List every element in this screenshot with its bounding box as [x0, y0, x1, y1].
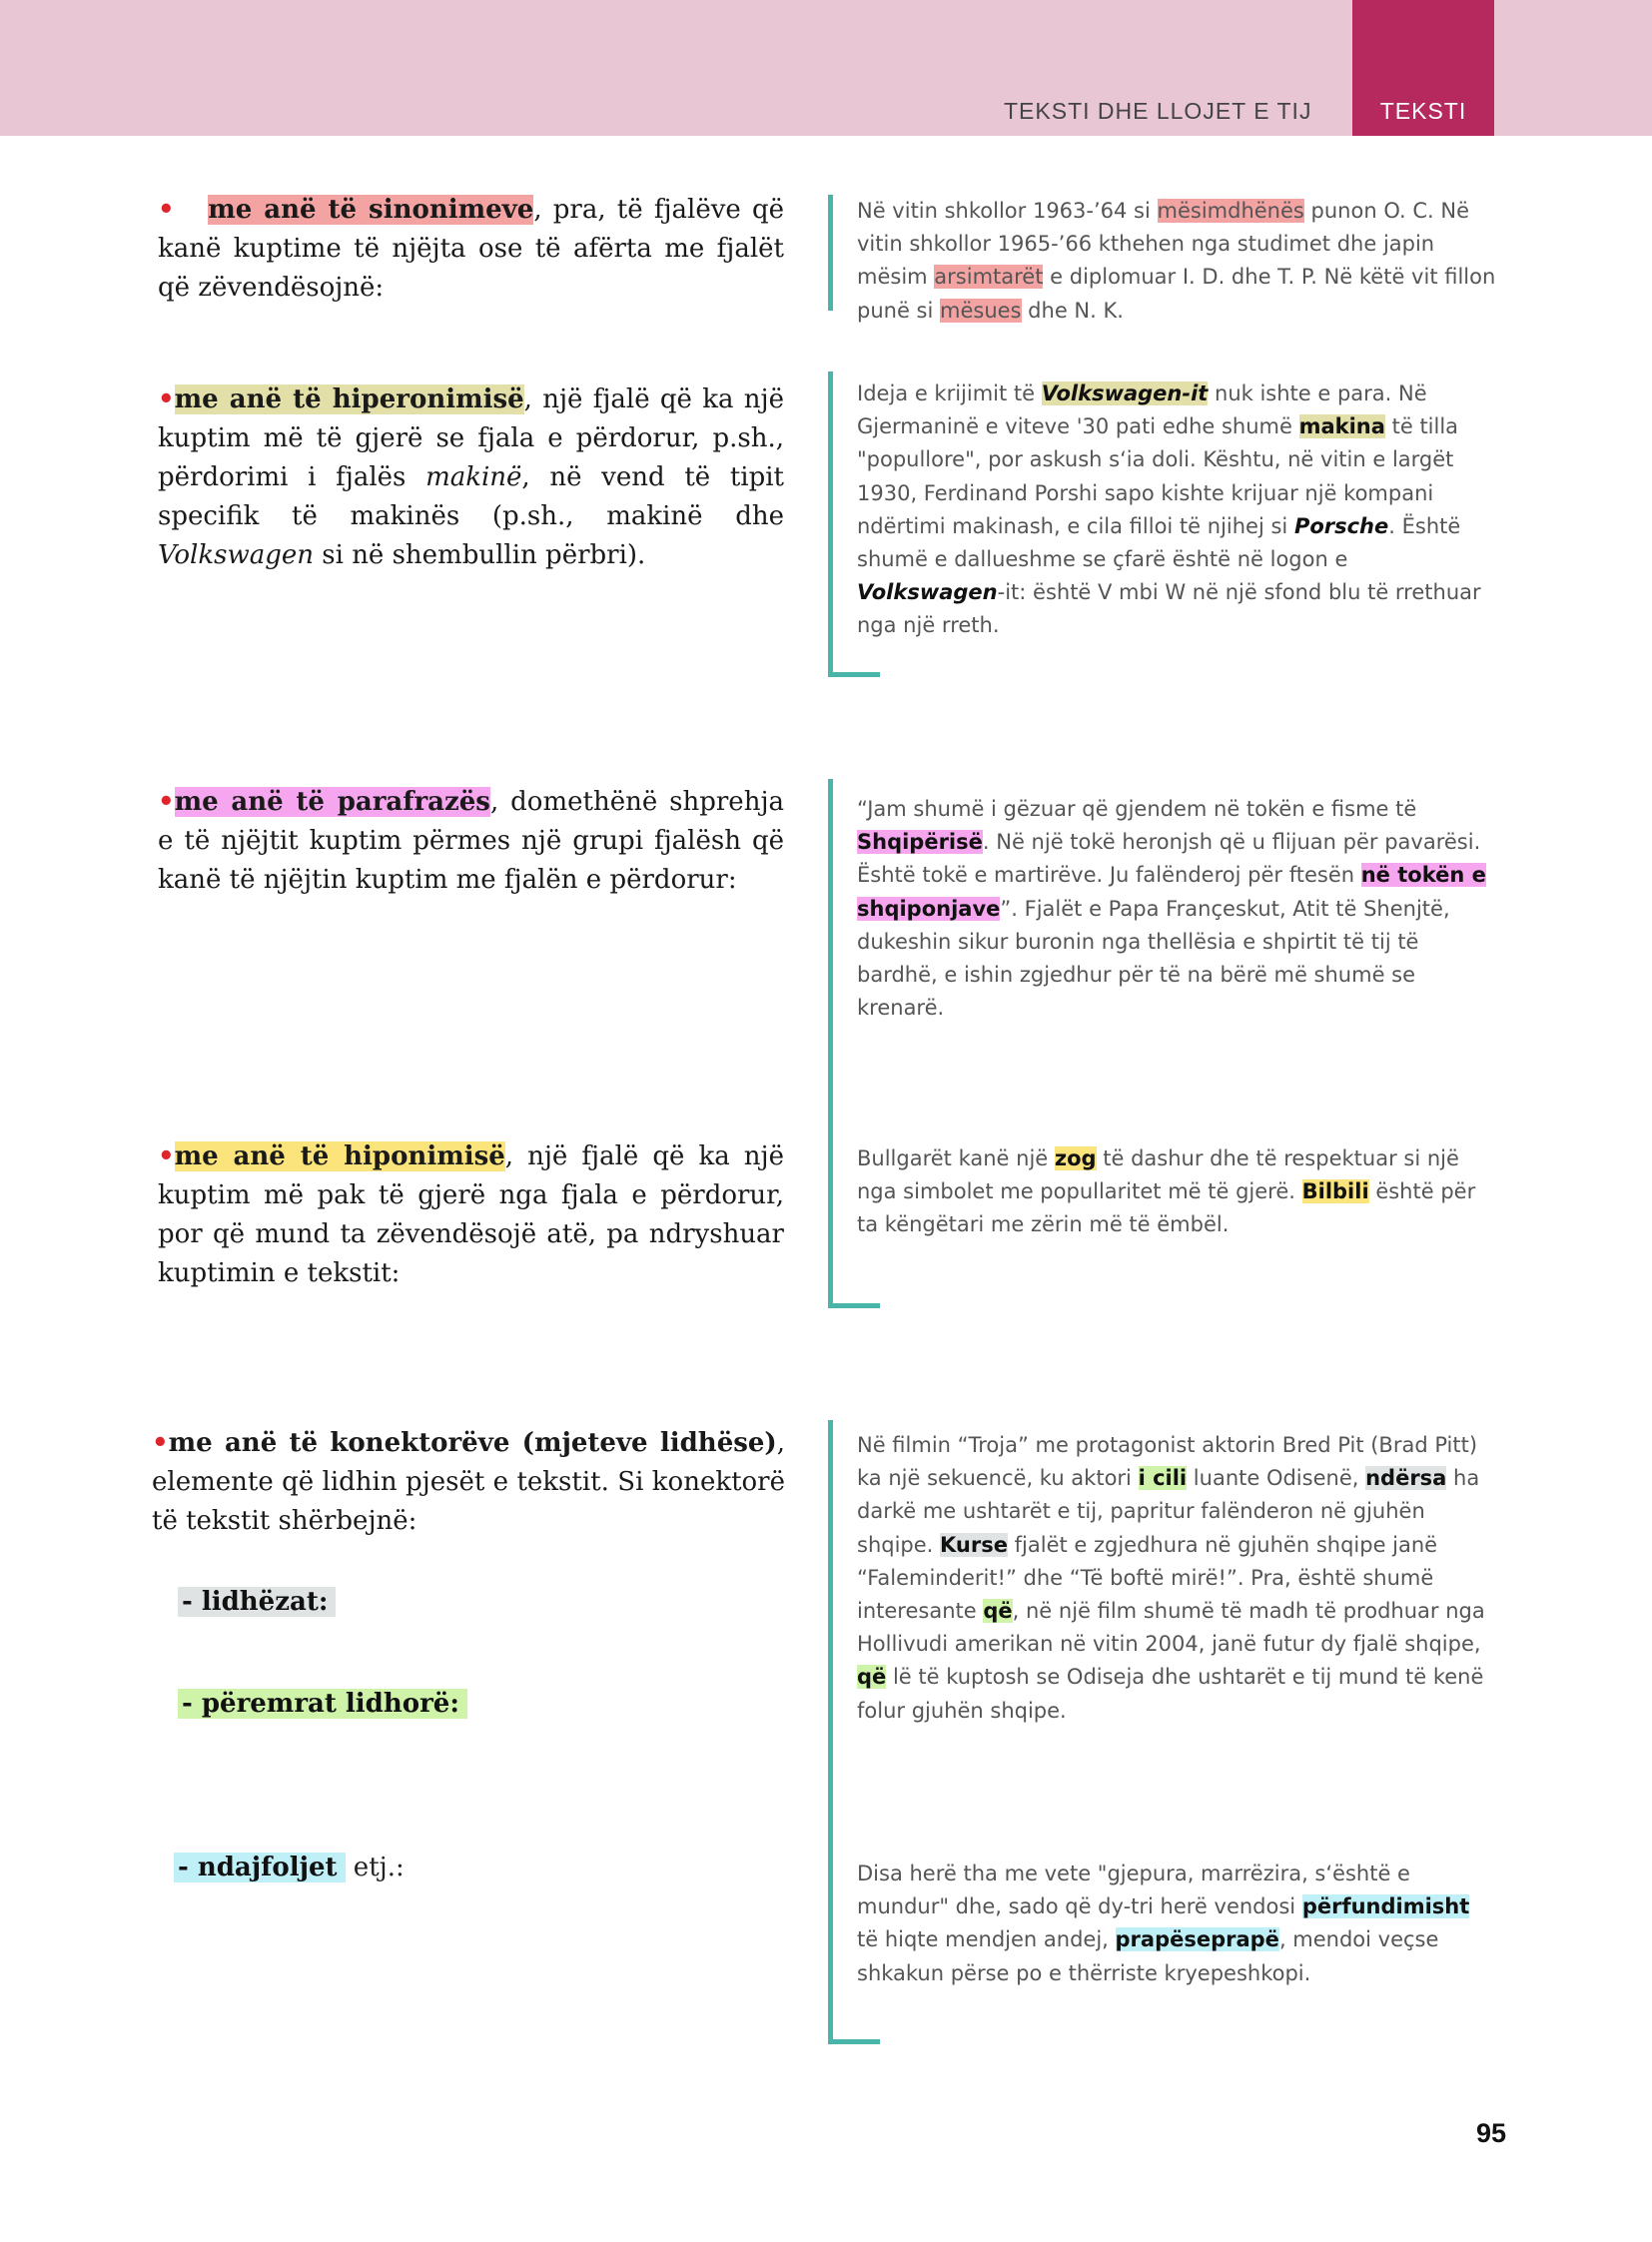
example-bar-foot [828, 1303, 880, 1308]
bullet-marker: • [158, 1141, 175, 1171]
subitem-conjunctions: - lidhëzat: [178, 1587, 336, 1617]
highlight-word: prapëseprapë [1115, 1927, 1279, 1952]
header-section-title: TEKSTI DHE LLOJET E TIJ [1004, 98, 1312, 124]
left-text-synonyms [158, 191, 784, 308]
highlight-word: makina [1298, 414, 1385, 439]
highlight-word: mësues [940, 298, 1022, 323]
term-synonyms: me anë të sinonimeve [208, 195, 534, 225]
bullet-marker: • [158, 195, 175, 225]
highlight-word: Shqipërisë [857, 830, 983, 855]
example-paraphrase: “Jam shumë i gëzuar që gjendem në tokën e fisme të Shqipërisë. Në një tokë heronjsh që u flijuan për pavarësi. Është tokë e martirëve. Ju falënderoj për ftesën në tokën e shqiponjave”. Fjalët e Papa Françeskut, Atit të Shenjtë, dukeshin sikur buronin nga thellësia e shpirtit të tij të bardhë, e ishin zgjedhur për të na bërë më shumë se krenarë. [857, 797, 1486, 1021]
bold-word: Volkswagen [857, 580, 998, 605]
example-hypernymy: Ideja e krijimit të Volkswagen-it nuk ishte e para. Në Gjermaninë e viteve '30 pati edhe shumë makina të tilla "popullore", por askush s‘ia doli. Kështu, në vitin e largët 1930, Ferdinand Porshi sapo kishte krijuar një kompani ndërtimi makinash, e cila filloi të njihej si Porsche. Është shumë e dallueshme se çfarë është në logon e Volkswagen-it: është V mbi W në një sfond blu të rrethuar nga një rreth. [857, 381, 1481, 638]
header-tab-label: TEKSTI [1379, 98, 1467, 124]
example-bar [828, 779, 833, 1306]
left-text-paraphrase: •me anë të parafrazës, domethënë shprehja e të njëjtit kuptim përmes një grupi fjalësh që kanë të njëjtin kuptim me fjalën e përdorur: [158, 787, 785, 895]
highlight-word: i cili [1138, 1466, 1188, 1491]
left-text-rest: , pra, të fjalëve që kanë kuptime të njëjta ose të afërta me fjalët që zëvendësojnë: [158, 195, 785, 303]
example-synonyms: Në vitin shkollor 1963-’64 si mësimdhënës punon O. C. Në vitin shkollor 1965-’66 kthehen nga studimet dhe japin mësim arsimtarët e diplomuar I. D. dhe T. P. Në këtë vit fillon punë si mësues dhe N. K. [857, 199, 1496, 323]
highlight-word: arsimtarët [934, 265, 1044, 290]
example-bar [828, 1420, 833, 2044]
example-adverbs: Disa herë tha me vete "gjepura, marrëzira, s‘është e mundur" dhe, sado që dy-tri herë vendosi përfundimisht të hiqte mendjen andej, prapëseprapë, mendoi veçse shkakun përse po e thërriste kryepeshkopi. [857, 1862, 1470, 1985]
term-hyponymy: me anë të hiponimisë [174, 1141, 505, 1171]
example-hyponymy: Bullgarët kanë një zog të dashur dhe të respektuar si një nga simbolet me popullaritet më të gjerë. Bilbili është për ta këngëtari me zërin më të ëmbël. [857, 1146, 1476, 1237]
example-bar [828, 372, 833, 677]
highlight-word: ndërsa [1365, 1466, 1447, 1491]
highlight-word: në tokën e shqiponjave [857, 863, 1486, 921]
subitem-adverbs-line: - ndajfoljet etj.: [174, 1853, 405, 1882]
page-number: 95 [1476, 2118, 1507, 2148]
bold-word: Porsche [1293, 513, 1389, 538]
subitem-relative-pronouns: - përemrat lidhorë: [178, 1689, 467, 1719]
subitem-adverbs: - ndajfoljet [174, 1853, 346, 1882]
highlight-word: që [983, 1599, 1013, 1624]
highlight-word: përfundimisht [1301, 1894, 1470, 1919]
left-text-hyponymy: •me anë të hiponimisë, një fjalë që ka një kuptim më pak të gjerë nga fjala e përdorur, por që mund ta zëvendësojë atë, pa ndryshuar kuptimin e tekstit: [158, 1141, 785, 1288]
left-text-hypernymy: •me anë të hiperonimisë, një fjalë që ka një kuptim më të gjerë se fjala e përdorur, p.sh., përdorimi i fjalës makinë, në vend të tipit specifik të makinës (p.sh., makinë dhe Volkswagen si në shembullin përbri). [158, 384, 784, 570]
term-connectors: me anë të konektorëve (mjeteve lidhëse) [168, 1428, 777, 1458]
example-bar-foot [828, 672, 880, 677]
left-text-connectors: •me anë të konektorëve (mjeteve lidhëse), elemente që lidhin pjesët e tekstit. Si konektorë të tekstit shërbejnë: [152, 1428, 785, 1536]
highlight-word: mësimdhënës [1157, 199, 1304, 223]
bullet-marker: • [158, 384, 175, 414]
highlight-word: Kurse [940, 1532, 1008, 1557]
bullet-marker: • [152, 1428, 169, 1458]
example-connectors: Në filmin “Troja” me protagonist aktorin Bred Pit (Brad Pitt) ka një sekuencë, ku aktori i cili luante Odisenë, ndërsa ha darkë me ushtarët e tij, papritur falënderon në gjuhën shqipe. Kurse fjalët e zgjedhura në gjuhën shqipe janë “Faleminderit!” dhe “Të boftë mirë!”. Pra, është shumë interesante që, në një film shumë të madh të prodhuar nga Hollivudi amerikan në vitin 2004, janë futur dy fjalë shqipe, që lë të kuptosh se Odiseja dhe ushtarët e tij mund të kenë folur gjuhën shqipe. [857, 1433, 1485, 1723]
example-bar-foot [828, 2039, 880, 2044]
highlight-word: që [857, 1665, 887, 1690]
example-bar [828, 195, 833, 311]
highlight-word: zog [1054, 1146, 1097, 1170]
bullet-marker: • [158, 787, 175, 817]
term-hypernymy: me anë të hiperonimisë [174, 384, 524, 414]
highlight-word: Volkswagen-it [1041, 381, 1209, 405]
term-paraphrase: me anë të parafrazës [174, 787, 490, 817]
highlight-word: Bilbili [1301, 1179, 1369, 1204]
